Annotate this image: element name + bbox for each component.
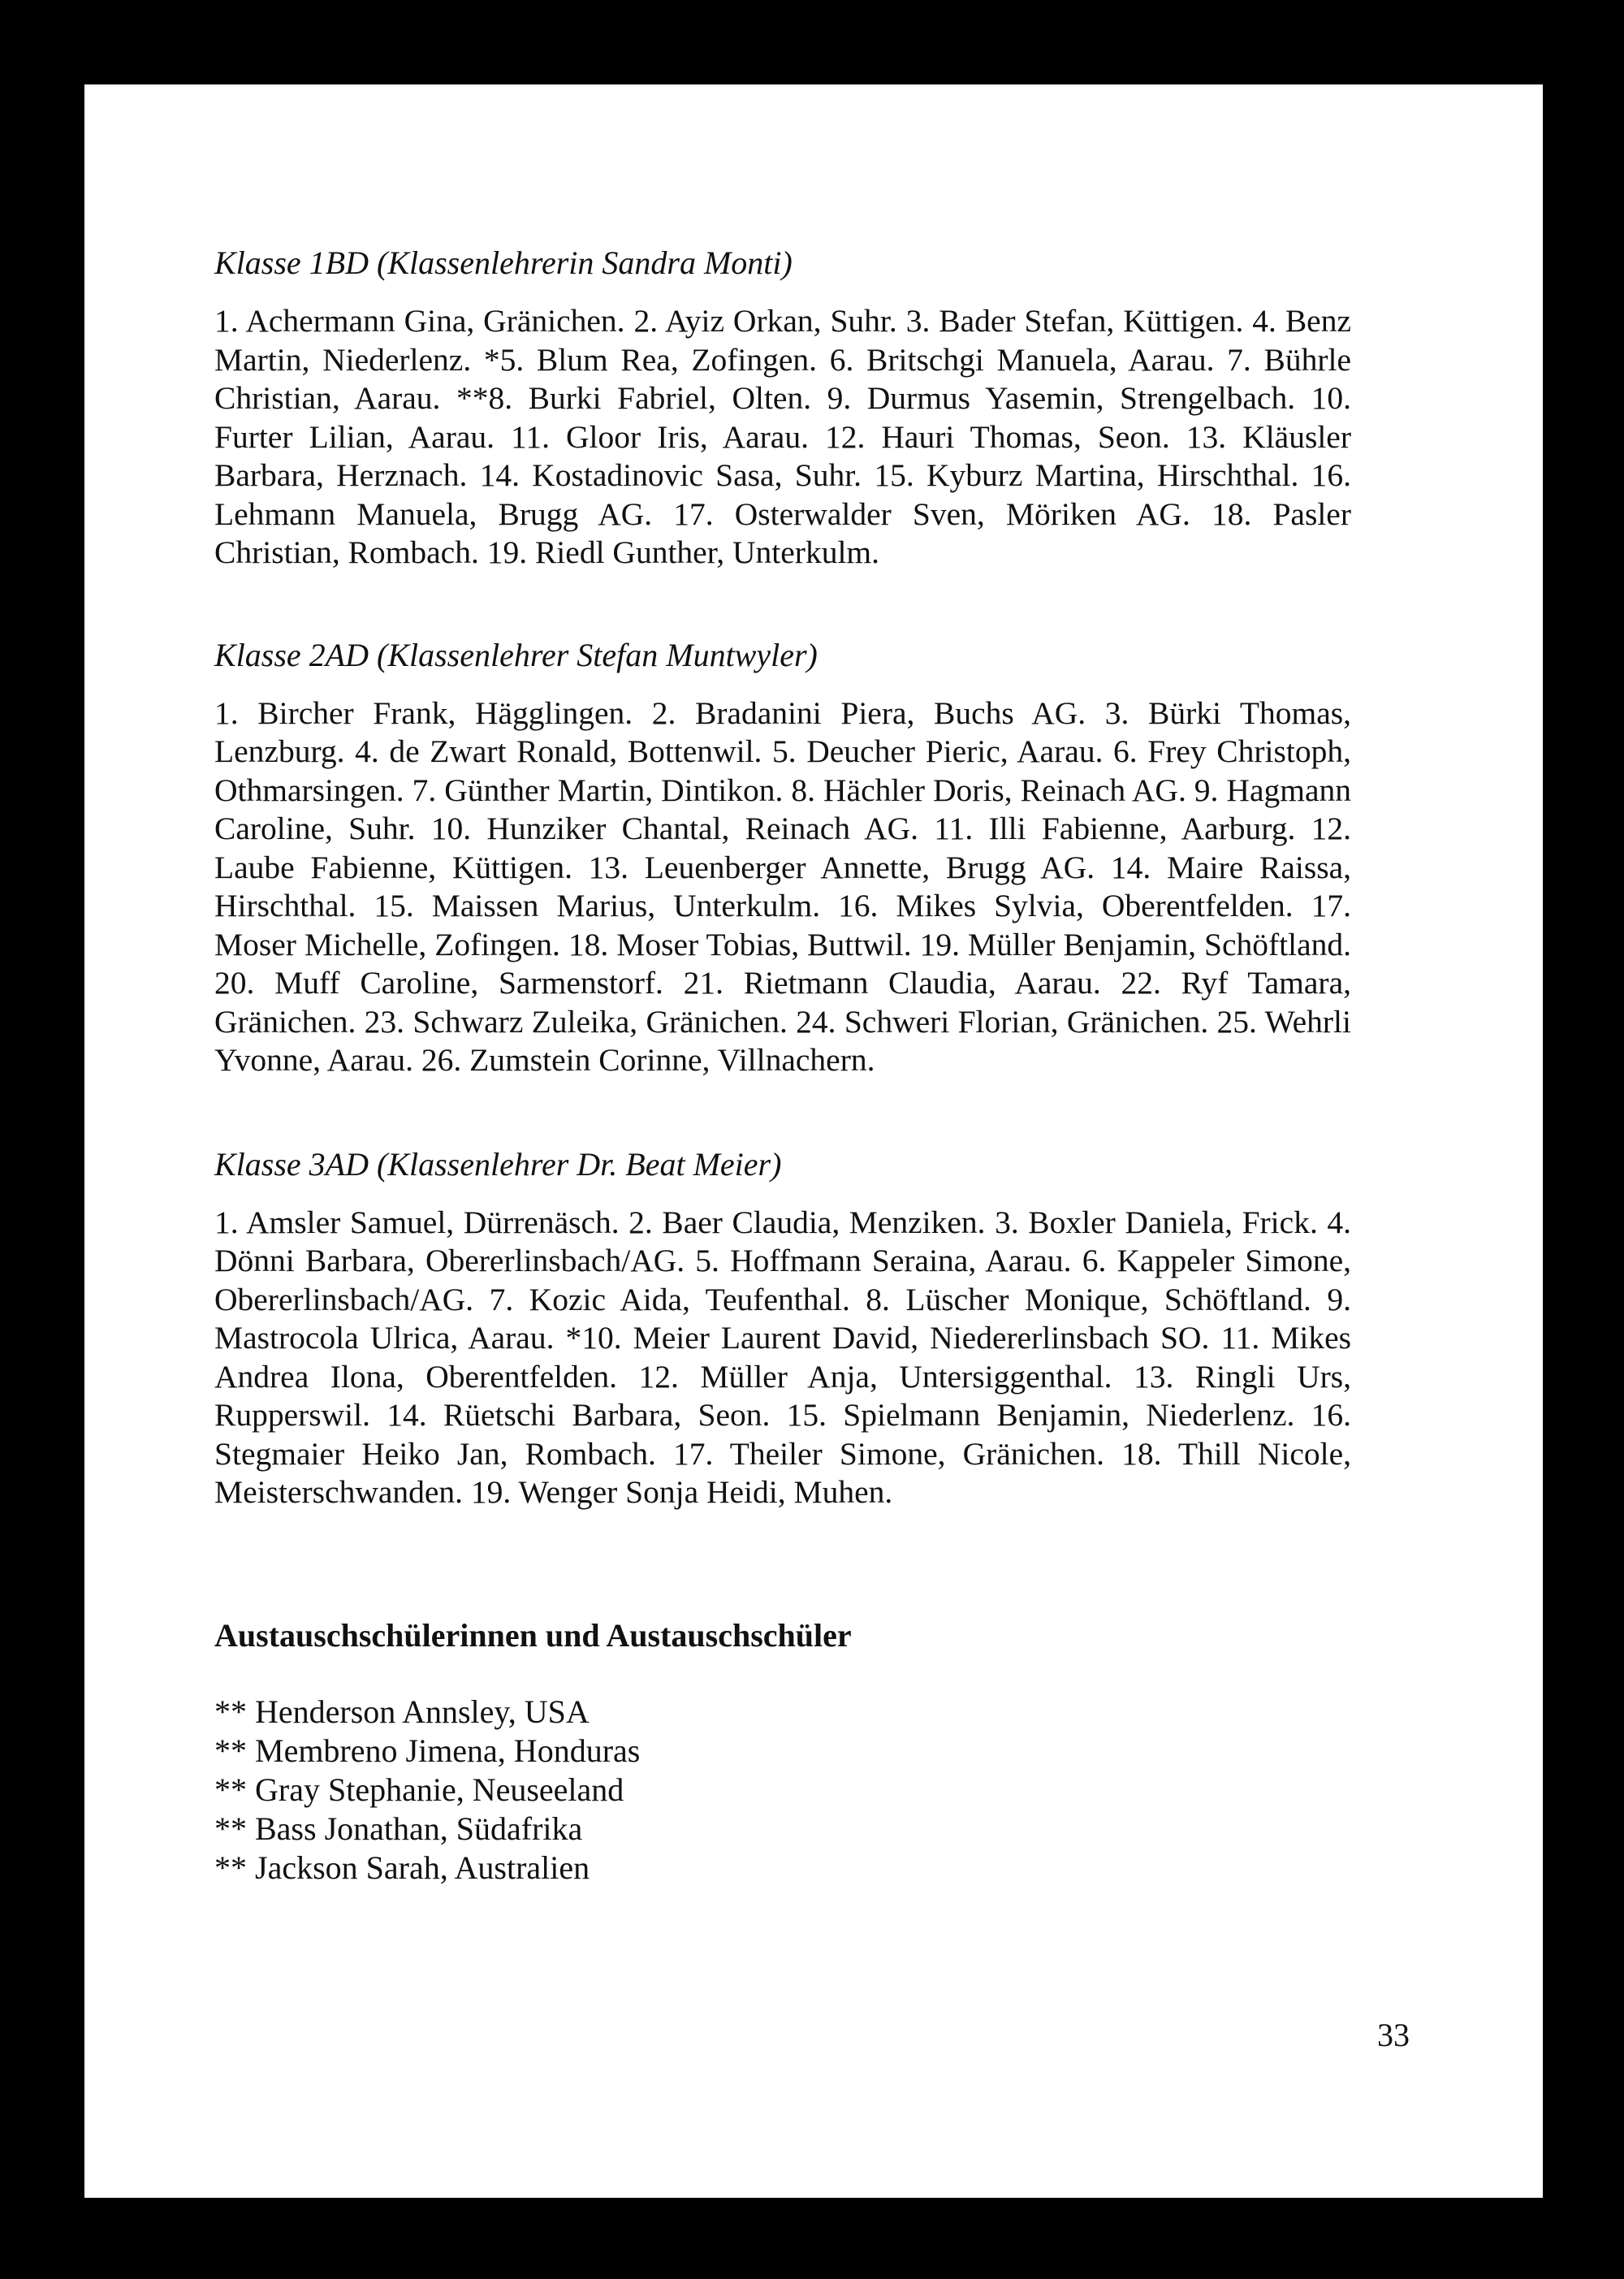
page-number: 33 xyxy=(1377,2017,1410,2053)
list-item: ** Membreno Jimena, Honduras xyxy=(214,1732,641,1769)
list-item: ** Bass Jonathan, Südafrika xyxy=(214,1810,583,1847)
document-page xyxy=(84,84,1543,2198)
exchange-heading: Austauschschülerinnen und Austauschschüler xyxy=(214,1616,852,1654)
section-title: Klasse 1BD (Klassenlehrerin Sandra Monti) xyxy=(214,244,793,281)
page-content xyxy=(214,244,1351,1888)
spacer xyxy=(214,1512,1351,1616)
class-section-2ad xyxy=(214,636,1351,1080)
spacer xyxy=(214,1080,1351,1145)
section-body: 1. Achermann Gina, Gränichen. 2. Ayiz Orkan, Suhr. 3. Bader Stefan, Küttigen. 4. Benz Martin, Niederlenz. *5. Blum Rea, Zofingen. 6. Britschgi Manuela, Aarau. 7. Bührle Christian, Aarau. **8. Burki Fabriel, Olten. 9. Durmus Yasemin, Strengelbach. 10. Furter Lilian, Aarau. 11. Gloor Iris, Aarau. 12. Hauri Thomas, Seon. 13. Kläusler Barbara, Herznach. 14. Kostadinovic Sasa, Suhr. 15. Kyburz Martina, Hirschthal. 16. Lehmann Manuela, Brugg AG. 17. Osterwalder Sven, Möriken AG. 18. Pasler Christian, Rombach. 19. Riedl Gunther, Unterkulm. xyxy=(214,303,1351,570)
class-section-3ad xyxy=(214,1145,1351,1512)
list-item: ** Henderson Annsley, USA xyxy=(214,1693,590,1730)
section-body: 1. Amsler Samuel, Dürrenäsch. 2. Baer Claudia, Menziken. 3. Boxler Daniela, Frick. 4. Dönni Barbara, Obererlinsbach/AG. 5. Hoffmann Seraina, Aarau. 6. Kappeler Simone, Obererlinsbach/AG. 7. Kozic Aida, Teufenthal. 8. Lüscher Monique, Schöftland. 9. Mastrocola Ulrica, Aarau. *10. Meier Laurent David, Niedererlinsbach SO. 11. Mikes Andrea Ilona, Oberentfelden. 12. Müller Anja, Untersiggenthal. 13. Ringli Urs, Rupperswil. 14. Rüetschi Barbara, Seon. 15. Spielmann Benjamin, Niederlenz. 16. Stegmaier Heiko Jan, Rombach. 17. Theiler Simone, Gränichen. 18. Thill Nicole, Meisterschwanden. 19. Wenger Sonja Heidi, Muhen. xyxy=(214,1204,1351,1510)
exchange-students-section xyxy=(214,1616,1351,1888)
section-body: 1. Bircher Frank, Hägglingen. 2. Bradanini Piera, Buchs AG. 3. Bürki Thomas, Lenzburg. 4. de Zwart Ronald, Bottenwil. 5. Deucher Pieric, Aarau. 6. Frey Christoph, Othmarsingen. 7. Günther Martin, Dintikon. 8. Hächler Doris, Reinach AG. 9. Hagmann Caroline, Suhr. 10. Hunziker Chantal, Reinach AG. 11. Illi Fabienne, Aarburg. 12. Laube Fabienne, Küttigen. 13. Leuenberger Annette, Brugg AG. 14. Maire Raissa, Hirschthal. 15. Maissen Marius, Unterkulm. 16. Mikes Sylvia, Oberentfelden. 17. Moser Michelle, Zofingen. 18. Moser Tobias, Buttwil. 19. Müller Benjamin, Schöftland. 20. Muff Caroline, Sarmenstorf. 21. Rietmann Claudia, Aarau. 22. Ryf Tamara, Gränichen. 23. Schwarz Zuleika, Gränichen. 24. Schweri Florian, Gränichen. 25. Wehrli Yvonne, Aarau. 26. Zumstein Corinne, Villnachern. xyxy=(214,694,1351,1078)
list-item: ** Gray Stephanie, Neuseeland xyxy=(214,1771,624,1808)
list-item: ** Jackson Sarah, Australien xyxy=(214,1849,590,1886)
spacer xyxy=(214,573,1351,636)
section-title: Klasse 3AD (Klassenlehrer Dr. Beat Meier) xyxy=(214,1145,782,1183)
section-title: Klasse 2AD (Klassenlehrer Stefan Muntwyler) xyxy=(214,636,818,673)
class-section-1bd xyxy=(214,244,1351,573)
exchange-list xyxy=(214,1693,1351,1888)
